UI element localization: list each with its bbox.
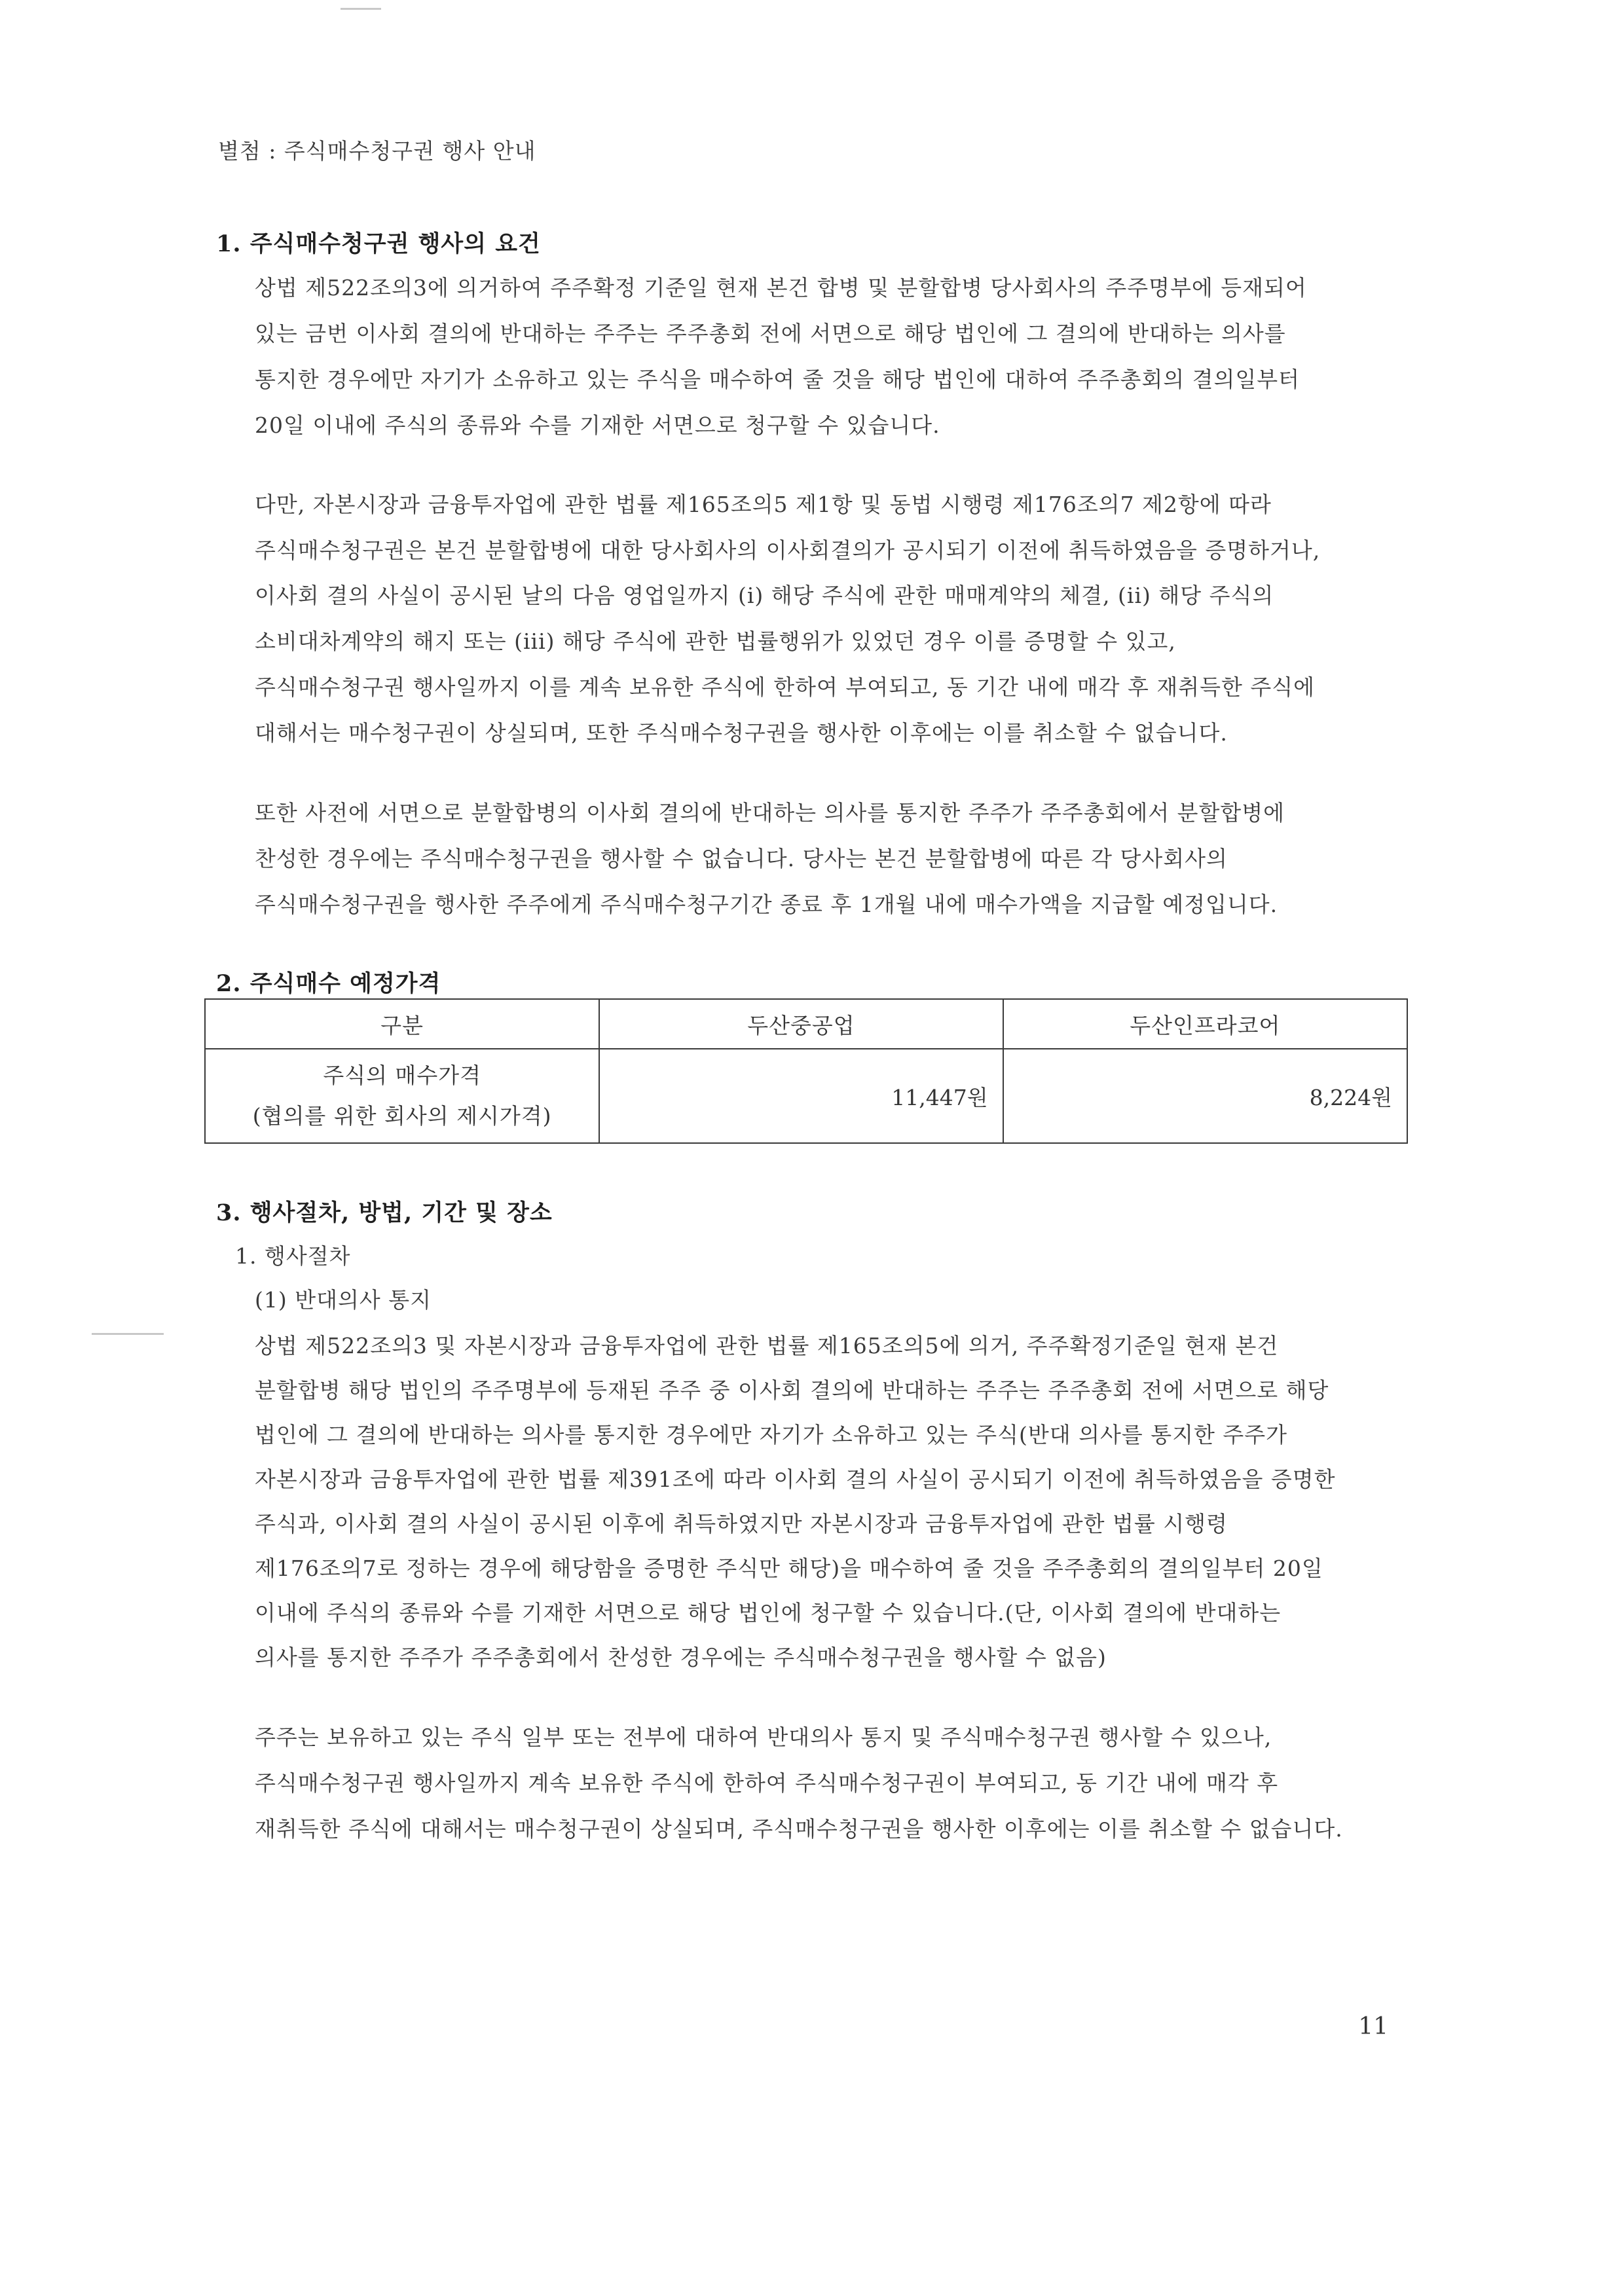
section-3-p2-line: 재취득한 주식에 대해서는 매수청구권이 상실되며, 주식매수청구권을 행사한 이후에는 이를 취소할 수 없습니다. [255, 1816, 1343, 1842]
section-3-p1-line: 자본시장과 금융투자업에 관한 법률 제391조에 따라 이사회 결의 사실이 공시되기 이전에 취득하였음을 증명한 [255, 1467, 1336, 1492]
section-1-p2-line: 주식매수청구권은 본건 분할합병에 대한 당사회사의 이사회결의가 공시되기 이전에 취득하였음을 증명하거나, [255, 538, 1321, 563]
section-1-p3-line: 주식매수청구권을 행사한 주주에게 주식매수청구기간 종료 후 1개월 내에 매수가액을 지급할 예정입니다. [255, 892, 1278, 917]
section-1-p1-line: 통지한 경우에만 자기가 소유하고 있는 주식을 매수하여 줄 것을 해당 법인에 대하여 주주총회의 결의일부터 [255, 367, 1300, 392]
section-1-p2-line: 주식매수청구권 행사일까지 이를 계속 보유한 주식에 한하여 부여되고, 동 기간 내에 매각 후 재취득한 주식에 [255, 674, 1315, 700]
table-header-category: 구분 [205, 999, 599, 1049]
section-1-p1-line: 20일 이내에 주식의 종류와 수를 기재한 서면으로 청구할 수 있습니다. [255, 412, 940, 438]
table-row-label [205, 1049, 599, 1143]
section-1-p1-line: 상법 제522조의3에 의거하여 주주확정 기준일 현재 본건 합병 및 분할합병 당사회사의 주주명부에 등재되어 [255, 275, 1307, 301]
section-3-p1-line: 상법 제522조의3 및 자본시장과 금융투자업에 관한 법률 제165조의5에 의거, 주주확정기준일 현재 본건 [255, 1333, 1279, 1358]
section-3-p1-line: 주식과, 이사회 결의 사실이 공시된 이후에 취득하였지만 자본시장과 금융투자업에 관한 법률 시행령 [255, 1511, 1228, 1537]
section-1-p3-line: 찬성한 경우에는 주식매수청구권을 행사할 수 없습니다. 당사는 본건 분할합병에 따른 각 당사회사의 [255, 846, 1228, 871]
section-1-p2-line: 이사회 결의 사실이 공시된 날의 다음 영업일까지 (i) 해당 주식에 관한 매매계약의 체결, (ii) 해당 주식의 [255, 583, 1274, 608]
price-doosan-heavy: 11,447원 [599, 1049, 1003, 1143]
table-header-row [205, 999, 1407, 1049]
section-1-p3-line: 또한 사전에 서면으로 분할합병의 이사회 결의에 반대하는 의사를 통지한 주주가 주주총회에서 분할합병에 [255, 800, 1285, 826]
row-label-line2: (협의를 위한 회사의 제시가격) [252, 1103, 552, 1129]
table-header-doosan-infracore: 두산인프라코어 [1003, 999, 1407, 1049]
section-3-p1-line: 제176조의7로 정하는 경우에 해당함을 증명한 주식만 해당)을 매수하여 줄 것을 주주총회의 결의일부터 20일 [255, 1556, 1323, 1581]
section-1-p2-line: 대해서는 매수청구권이 상실되며, 또한 주식매수청구권을 행사한 이후에는 이를 취소할 수 없습니다. [255, 720, 1228, 746]
section-1-title: 1. 주식매수청구권 행사의 요건 [216, 230, 541, 257]
row-label-line1: 주식의 매수가격 [323, 1063, 481, 1088]
section-2-title: 2. 주식매수 예정가격 [216, 970, 441, 997]
section-3-p1-line: 이내에 주식의 종류와 수를 기재한 서면으로 해당 법인에 청구할 수 있습니다.(단, 이사회 결의에 반대하는 [255, 1600, 1282, 1626]
section-3-p1-line: 분할합병 해당 법인의 주주명부에 등재된 주주 중 이사회 결의에 반대하는 주주는 주주총회 전에 서면으로 해당 [255, 1377, 1329, 1403]
page-number: 11 [1358, 2013, 1388, 2040]
section-3-p2-line: 주주는 보유하고 있는 주식 일부 또는 전부에 대하여 반대의사 통지 및 주식매수청구권 행사할 수 있으나, [255, 1724, 1272, 1750]
section-3-p1-line: 법인에 그 결의에 반대하는 의사를 통지한 경우에만 자기가 소유하고 있는 주식(반대 의사를 통지한 주주가 [255, 1422, 1287, 1448]
table-header-doosan-heavy: 두산중공업 [599, 999, 1003, 1049]
section-3-p1-line: 의사를 통지한 주주가 주주총회에서 찬성한 경우에는 주식매수청구권을 행사할 수 없음) [255, 1645, 1107, 1670]
section-1-p1-line: 있는 금번 이사회 결의에 반대하는 주주는 주주총회 전에 서면으로 해당 법인에 그 결의에 반대하는 의사를 [255, 321, 1286, 346]
section-1-p2-line: 다만, 자본시장과 금융투자업에 관한 법률 제165조의5 제1항 및 동법 시행령 제176조의7 제2항에 따라 [255, 492, 1272, 517]
scan-mark-top [341, 8, 381, 10]
scan-mark-left [92, 1333, 164, 1335]
section-3-item-title: (1) 반대의사 통지 [255, 1287, 432, 1313]
price-table [204, 998, 1408, 1144]
section-3-p2-line: 주식매수청구권 행사일까지 계속 보유한 주식에 한하여 주식매수청구권이 부여되고, 동 기간 내에 매각 후 [255, 1770, 1279, 1796]
section-1-p2-line: 소비대차계약의 해지 또는 (iii) 해당 주식에 관한 법률행위가 있었던 경우 이를 증명할 수 있고, [255, 629, 1176, 654]
table-row [205, 1049, 1407, 1143]
attachment-title: 별첨 : 주식매수청구권 행사 안내 [218, 138, 536, 164]
section-3-subtitle: 1. 행사절차 [235, 1243, 351, 1269]
price-doosan-infracore: 8,224원 [1003, 1049, 1407, 1143]
section-3-title: 3. 행사절차, 방법, 기간 및 장소 [216, 1199, 553, 1226]
